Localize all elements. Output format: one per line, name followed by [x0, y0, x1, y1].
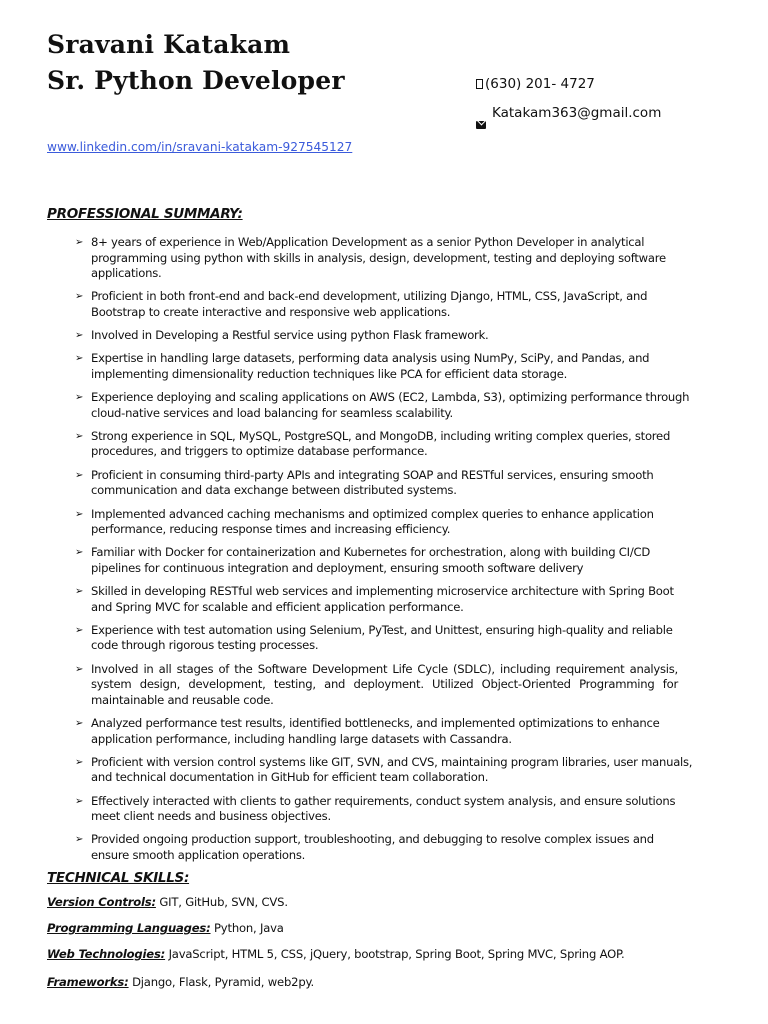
skill-programming-languages — [47, 921, 284, 935]
skill-frameworks — [47, 975, 314, 989]
summary-item-text: ➢ Analyzed performance test results, identified bottlenecks, and implemented optimizations to enhance application performance, including handling large datasets with Cassandra. — [91, 716, 660, 746]
linkedin-link[interactable]: www.linkedin.com/in/sravani-katakam-927545127 — [47, 140, 353, 154]
summary-item-text: ➢ Familiar with Docker for containerization and Kubernetes for orchestration, along with building CI/CD pipelines for continuous integration and deployment, ensuring smooth software delivery — [91, 545, 650, 575]
professional-summary-heading: PROFESSIONAL SUMMARY: — [47, 206, 243, 222]
summary-item — [75, 328, 695, 344]
skill-web-technologies — [47, 947, 625, 961]
skill-version-controls — [47, 895, 288, 909]
summary-item — [75, 832, 695, 863]
summary-list — [75, 235, 695, 871]
summary-item-text: ➢ Implemented advanced caching mechanisms and optimized complex queries to enhance application performance, reducing response times and increasing efficiency. — [91, 506, 654, 537]
summary-item — [75, 545, 695, 576]
summary-item-text: ➢ Effectively interacted with clients to gather requirements, conduct system analysis, and ensure solutions meet client needs and business objectives. — [91, 793, 676, 824]
summary-item-text: ➢ Provided ongoing production support, troubleshooting, and debugging to resolve complex issues and ensure smooth application operations. — [91, 832, 654, 862]
summary-item-text: ➢ Expertise in handling large datasets, performing data analysis using NumPy, SciPy, and Pandas, and implementing dimensionality reduction techniques like PCA for efficient data storage. — [91, 351, 650, 381]
summary-item — [75, 662, 695, 709]
skill-label: Version Controls: — [47, 895, 156, 909]
phone-number: (630) 201- 4727 — [485, 76, 595, 92]
summary-item — [75, 351, 695, 382]
summary-item-text: ➢ Proficient in consuming third-party APIs and integrating SOAP and RESTful services, ensuring smooth communication and data exchange between distributed systems. — [91, 467, 654, 498]
skill-value: Python, Java — [210, 921, 284, 935]
summary-item — [75, 794, 695, 825]
summary-item — [75, 584, 695, 615]
skill-label: Programming Languages: — [47, 921, 211, 935]
summary-item-text: ➢ Proficient in both front-end and back-end development, utilizing Django, HTML, CSS, JavaScript, and Bootstrap to create interactive and responsive web applications. — [91, 289, 648, 319]
job-title: Sr. Python Developer — [47, 66, 345, 95]
email-address[interactable]: Katakam363@gmail.com — [492, 105, 662, 121]
mail-icon — [476, 121, 486, 129]
summary-item — [75, 289, 695, 320]
summary-item-text: ➢ Proficient with version control systems like GIT, SVN, and CVS, maintaining program libraries, user manuals, and technical documentation in GitHub for efficient team collaboration. — [91, 754, 693, 785]
skill-label: Web Technologies: — [47, 947, 166, 961]
skill-value: JavaScript, HTML 5, CSS, jQuery, bootstrap, Spring Boot, Spring MVC, Spring AOP. — [165, 947, 625, 961]
summary-item — [75, 755, 695, 786]
summary-item — [75, 716, 695, 747]
summary-item — [75, 623, 695, 654]
skill-label: Frameworks: — [47, 975, 129, 989]
summary-item — [75, 468, 695, 499]
skill-value: GIT, GitHub, SVN, CVS. — [155, 895, 288, 909]
summary-item — [75, 429, 695, 460]
summary-item — [75, 390, 695, 421]
summary-item-text: ➢ Involved in Developing a Restful service using python Flask framework. — [91, 328, 489, 343]
summary-item-text: ➢ Involved in all stages of the Software Development Life Cycle (SDLC), including requirement analysis, system design, development, testing, and deployment. Utilized Object-Oriented Programming for maintainable and reusable code. — [91, 661, 678, 707]
phone-contact — [476, 76, 595, 92]
summary-item-text: ➢ Experience with test automation using Selenium, PyTest, and Unittest, ensuring high-quality and reliable code through rigorous testing processes. — [91, 622, 673, 653]
summary-item-text: ➢ Skilled in developing RESTful web services and implementing microservice architecture with Spring Boot and Spring MVC for scalable and efficient application performance. — [91, 584, 674, 614]
technical-skills-heading: TECHNICAL SKILLS: — [47, 870, 190, 886]
summary-item-text: ➢ 8+ years of experience in Web/Application Development as a senior Python Developer in analytical programming using python with skills in analysis, design, development, testing and deploying software applications. — [91, 235, 666, 280]
summary-item-text: ➢ Experience deploying and scaling applications on AWS (EC2, Lambda, S3), optimizing performance through cloud-native services and load balancing for seamless scalability. — [91, 390, 690, 420]
skill-value: Django, Flask, Pyramid, web2py. — [128, 975, 314, 989]
phone-icon — [476, 79, 483, 89]
candidate-name: Sravani Katakam — [47, 30, 291, 59]
summary-item — [75, 507, 695, 538]
summary-item — [75, 235, 695, 282]
summary-item-text: ➢ Strong experience in SQL, MySQL, PostgreSQL, and MongoDB, including writing complex queries, stored procedures, and triggers to optimize database performance. — [91, 428, 671, 459]
